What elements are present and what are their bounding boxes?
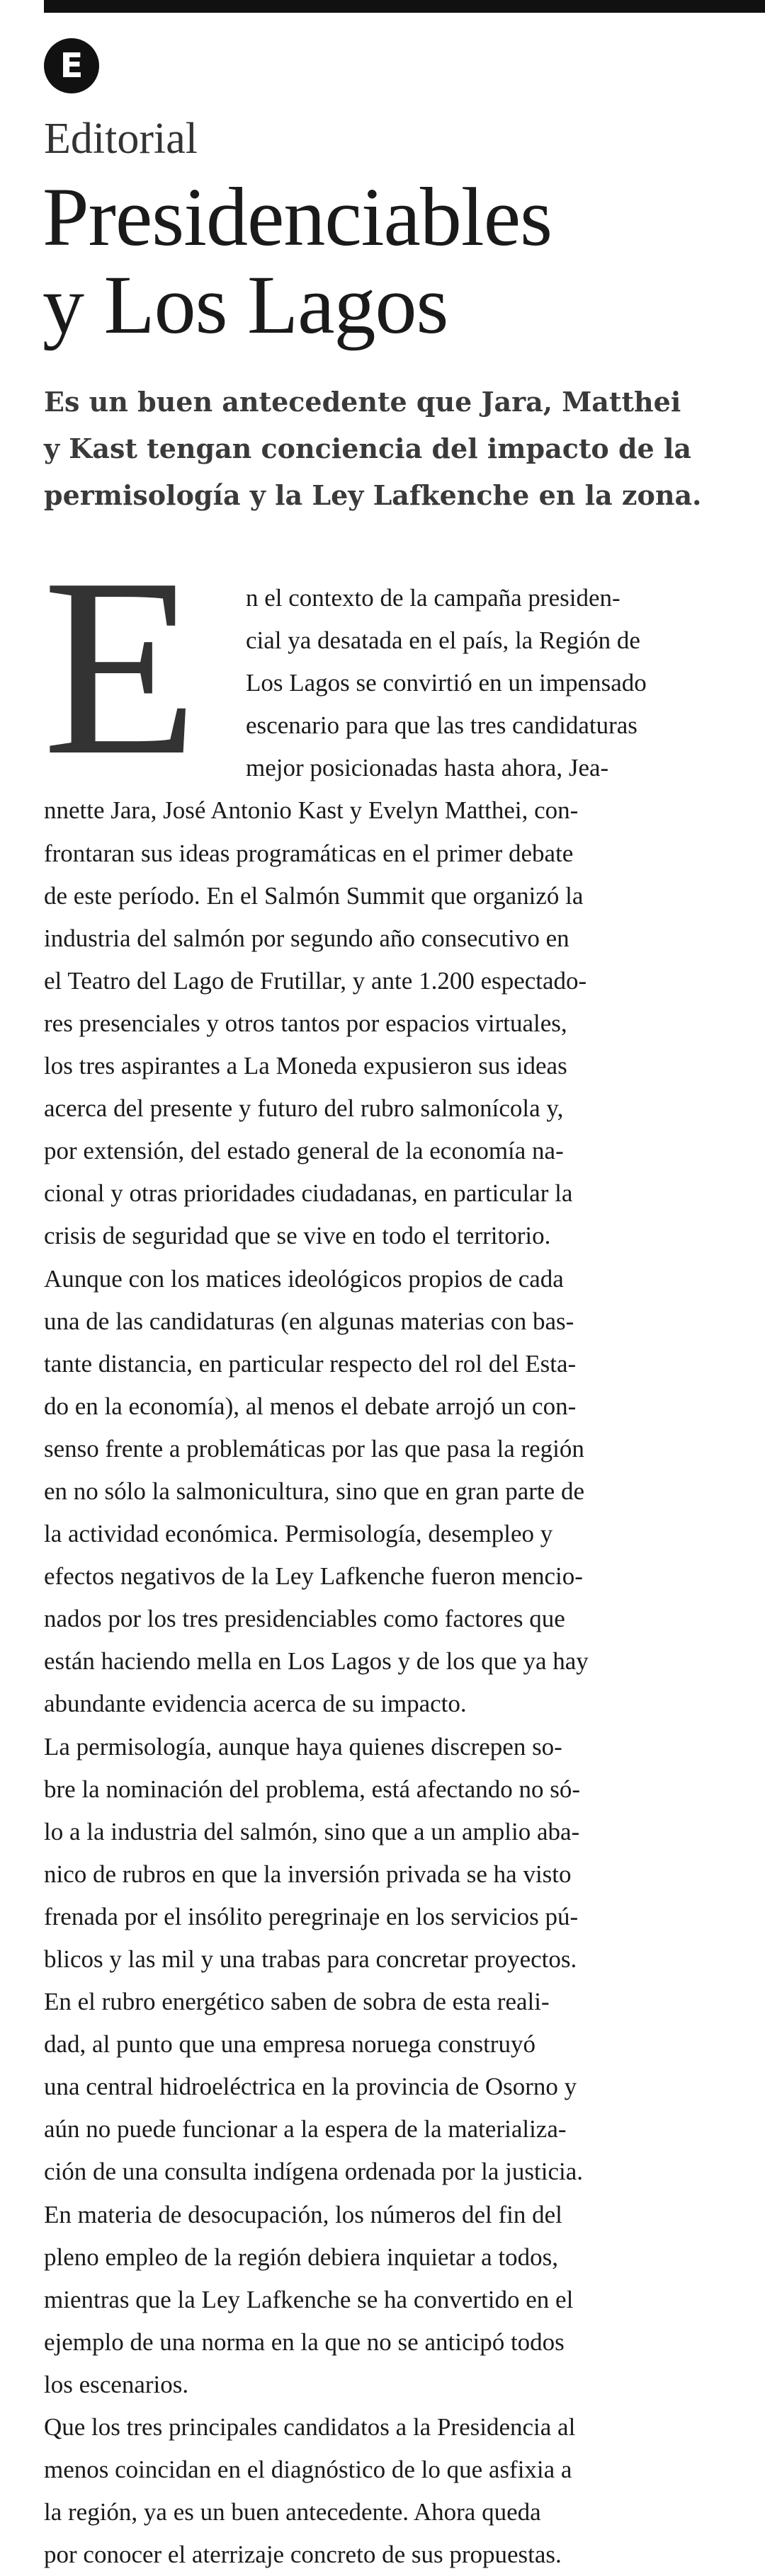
section-badge-icon: E: [44, 38, 99, 93]
body-line: por extensión, del estado general de la economía na-: [44, 1137, 564, 1165]
body-line: ejemplo de una norma en la que no se anticipó todos: [44, 2328, 565, 2356]
body-line: la región, ya es un buen antecedente. Ahora queda: [44, 2498, 541, 2526]
deck-line: permisología y la Ley Lafkenche en la zona.: [44, 479, 702, 511]
body-line: senso frente a problemáticas por las que pasa la región: [44, 1434, 584, 1462]
body-line: la actividad económica. Permisología, desempleo y: [44, 1520, 553, 1548]
top-rule: [44, 0, 765, 13]
drop-cap: E: [42, 525, 198, 808]
section-label: Editorial: [44, 115, 198, 163]
body-line: una de las candidaturas (en algunas materias con bas-: [44, 1307, 574, 1335]
body-line: blicos y las mil y una trabas para concretar proyectos.: [44, 1945, 577, 1973]
body-line: mejor posicionadas hasta ahora, Jea-: [246, 754, 609, 782]
headline: [42, 173, 552, 349]
body-line: La permisología, aunque haya quienes discrepen so-: [44, 1732, 562, 1761]
body-line: frenada por el insólito peregrinaje en los servicios pú-: [44, 1902, 579, 1930]
body-line: res presenciales y otros tantos por espacios virtuales,: [44, 1009, 567, 1037]
body-line: abundante evidencia acerca de su impacto.: [44, 1690, 467, 1718]
body-line: En materia de desocupación, los números del fin del: [44, 2200, 562, 2228]
body-line: efectos negativos de la Ley Lafkenche fueron mencio-: [44, 1562, 583, 1591]
body-line: el Teatro del Lago de Frutillar, y ante 1.200 espectado-: [44, 966, 587, 995]
body-line: los escenarios.: [44, 2370, 189, 2398]
body-line: lo a la industria del salmón, sino que a un amplio aba-: [44, 1817, 580, 1845]
body-line: acerca del presente y futuro del rubro salmonícola y,: [44, 1094, 564, 1123]
body-line: por conocer el aterrizaje concreto de sus propuestas.: [44, 2541, 562, 2569]
body-line: mientras que la Ley Lafkenche se ha convertido en el: [44, 2285, 574, 2313]
body-line: Los Lagos se convirtió en un impensado: [246, 669, 647, 697]
body-line: aún no puede funcionar a la espera de la materializa-: [44, 2115, 567, 2143]
body-line: dad, al punto que una empresa noruega construyó: [44, 2030, 536, 2059]
article-body: [44, 577, 752, 2576]
deck-line: y Kast tengan conciencia del impacto de la: [44, 433, 692, 464]
headline-line: Presidenciables: [42, 171, 552, 263]
headline-line: y Los Lagos: [42, 258, 448, 351]
body-line: do en la economía), al menos el debate arrojó un con-: [44, 1392, 577, 1420]
body-line: están haciendo mella en Los Lagos y de los que ya hay: [44, 1647, 589, 1676]
deck-line: Es un buen antecedente que Jara, Matthei: [44, 386, 681, 418]
body-line: nnette Jara, José Antonio Kast y Evelyn Matthei, con-: [44, 796, 579, 825]
body-line: escenario para que las tres candidaturas: [246, 711, 638, 740]
body-line: crisis de seguridad que se vive en todo el territorio.: [44, 1222, 551, 1250]
body-line: en no sólo la salmonicultura, sino que en gran parte de: [44, 1477, 584, 1505]
body-line: En el rubro energético saben de sobra de esta reali-: [44, 1988, 550, 2016]
body-line: frontaran sus ideas programáticas en el primer debate: [44, 839, 574, 867]
body-line: nico de rubros en que la inversión privada se ha visto: [44, 1860, 572, 1888]
body-line: ción de una consulta indígena ordenada por la justicia.: [44, 2158, 583, 2186]
body-line: pleno empleo de la región debiera inquietar a todos,: [44, 2243, 558, 2271]
body-line: de este período. En el Salmón Summit que organizó la: [44, 881, 584, 910]
body-line: industria del salmón por segundo año consecutivo en: [44, 924, 570, 952]
body-line: cional y otras prioridades ciudadanas, en particular la: [44, 1179, 573, 1208]
body-line: Aunque con los matices ideológicos propios de cada: [44, 1264, 564, 1293]
body-line: cial ya desatada en el país, la Región de: [246, 626, 640, 655]
body-line: n el contexto de la campaña presiden-: [246, 584, 620, 612]
body-line: una central hidroeléctrica en la provincia de Osorno y: [44, 2073, 577, 2101]
body-line: Que los tres principales candidatos a la Presidencia al: [44, 2413, 576, 2442]
body-line: bre la nominación del problema, está afectando no só-: [44, 1775, 581, 1803]
body-line: tante distancia, en particular respecto del rol del Esta-: [44, 1349, 577, 1378]
body-line: menos coincidan en el diagnóstico de lo que asfixia a: [44, 2456, 572, 2484]
body-line: los tres aspirantes a La Moneda expusieron sus ideas: [44, 1052, 567, 1080]
deck-subtitle: [44, 379, 752, 519]
body-line: nados por los tres presidenciables como factores que: [44, 1605, 565, 1633]
